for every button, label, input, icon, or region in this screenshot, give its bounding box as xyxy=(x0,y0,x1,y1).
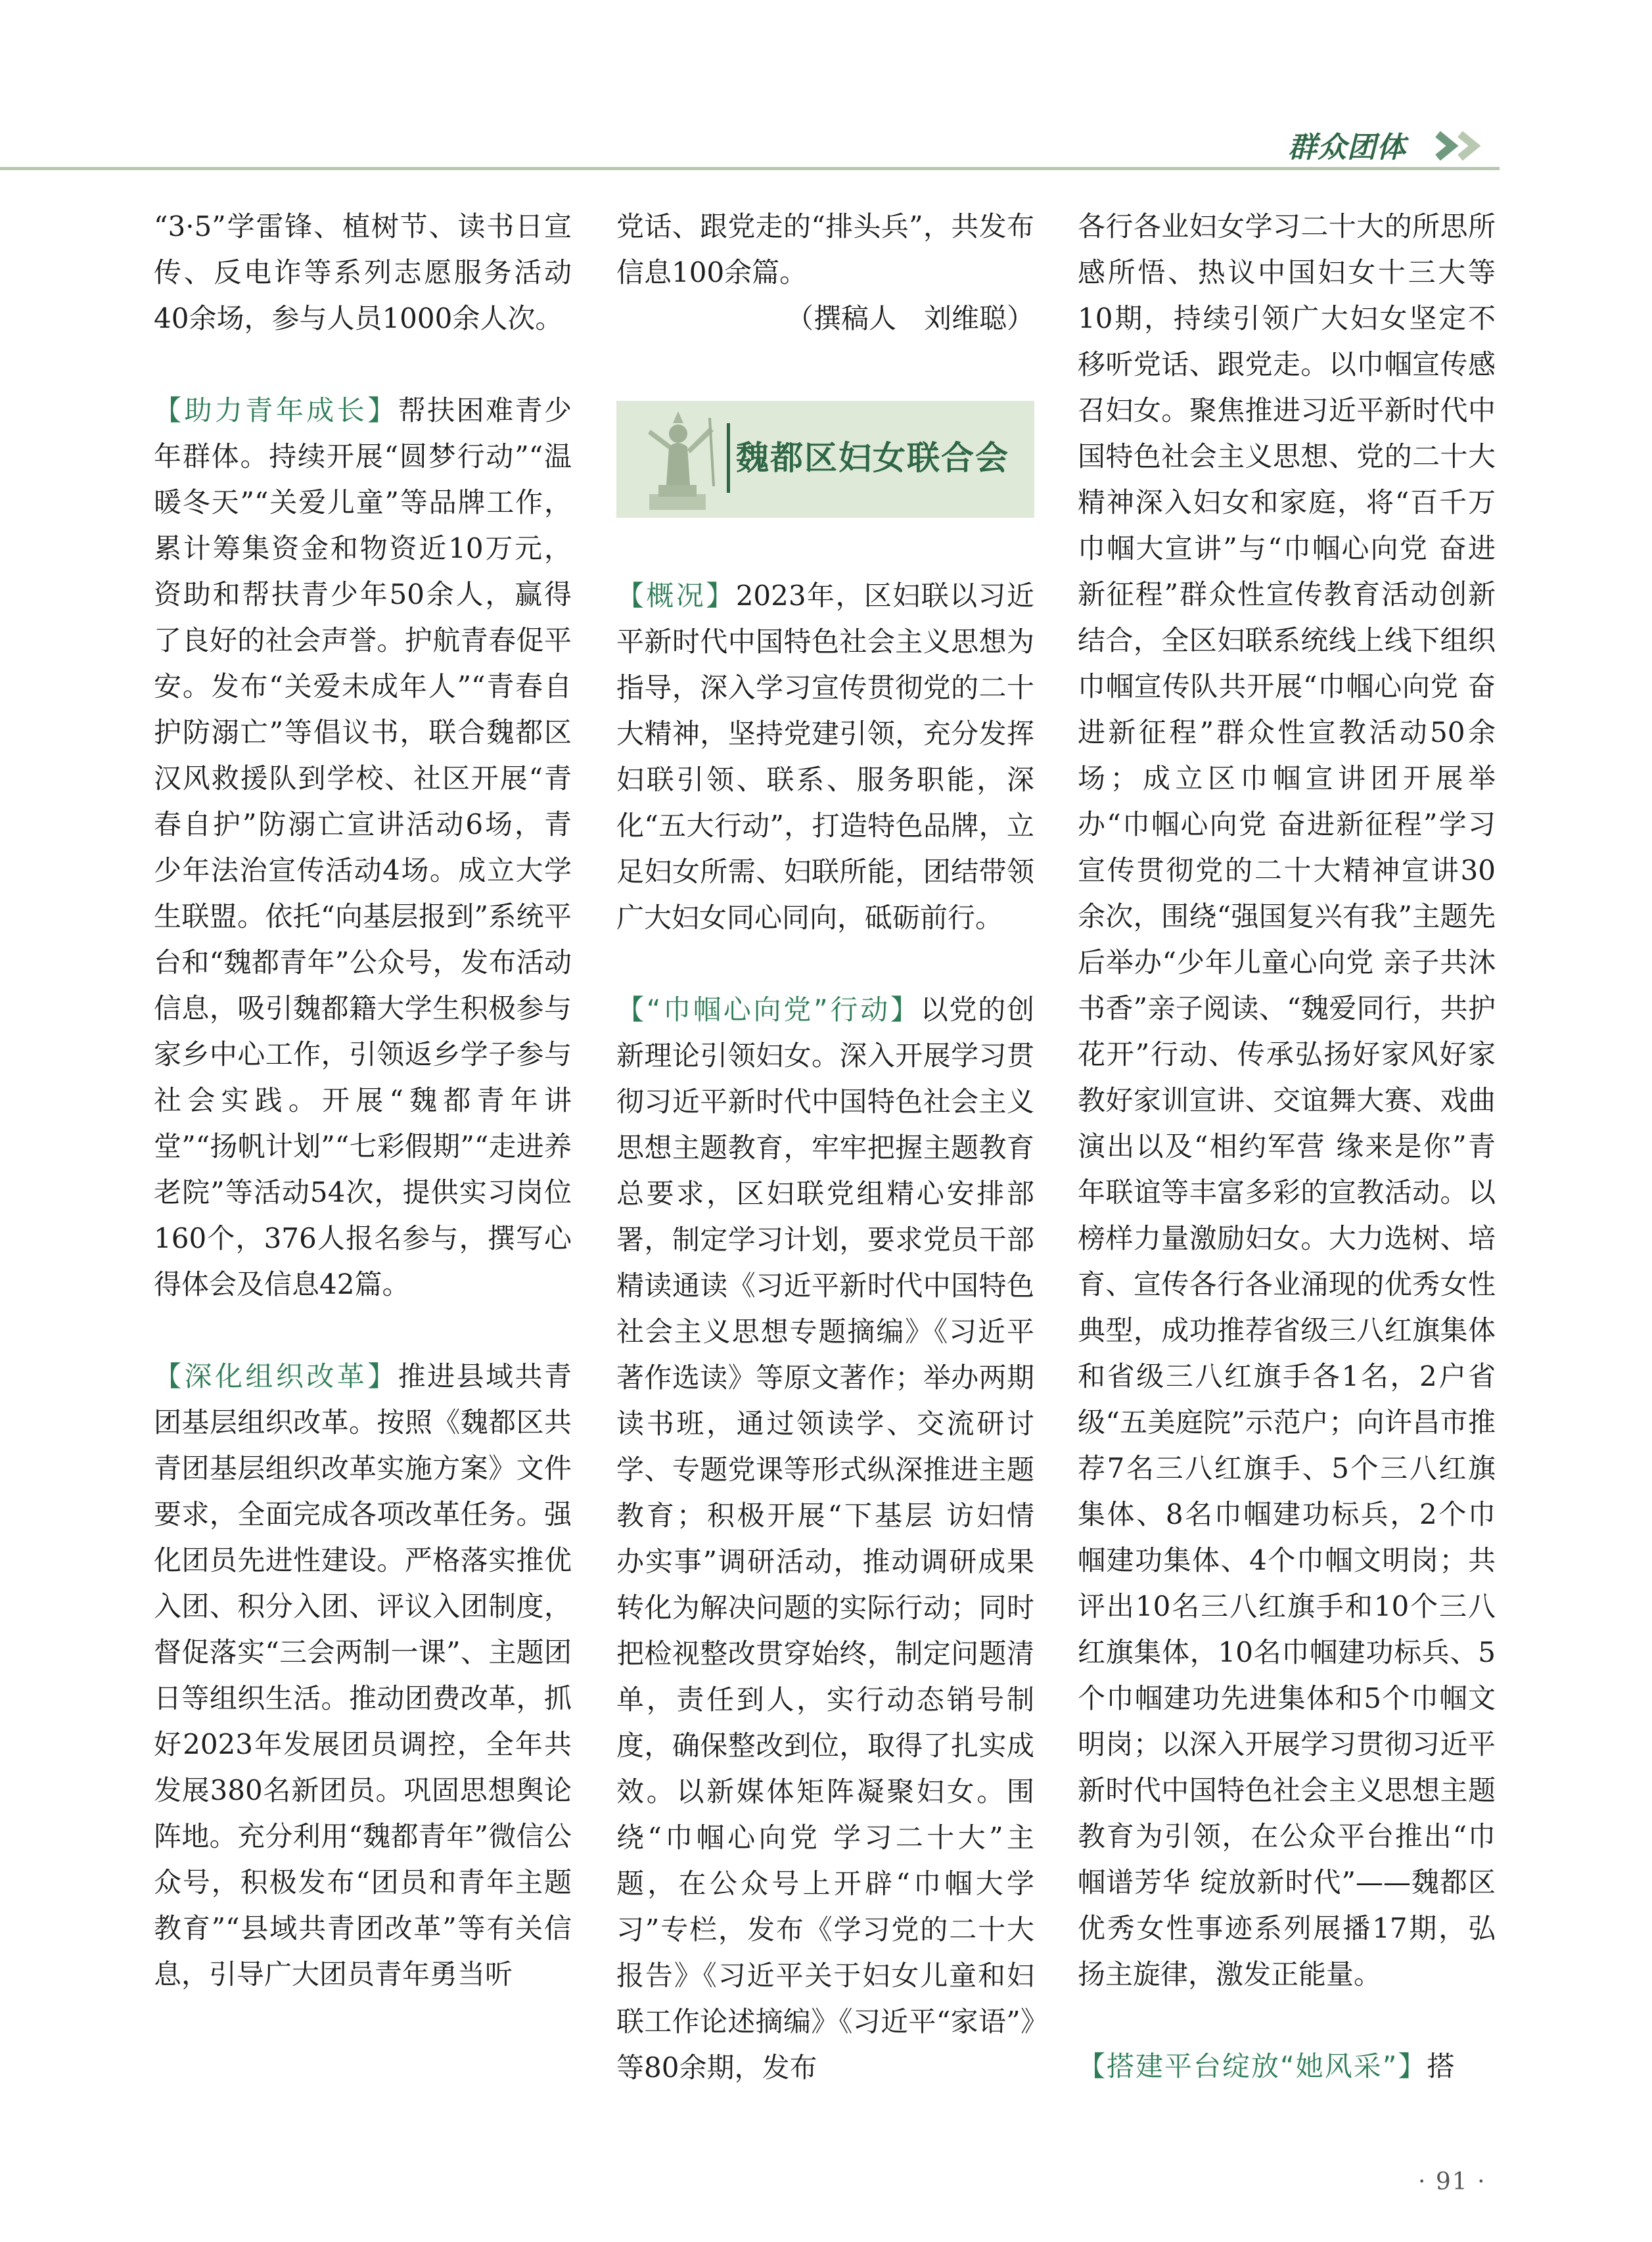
action-text: 以党的创新理论引领妇女。深入开展学习贯彻习近平新时代中国特色社会主义思想主题教育，牢牢把握主题教育总要求，区妇联党组精心安排部署，制定学习计划，要求党员干部精读通读《习近平新时代中国特色社会主义思想专题摘编》《习近平著作选读》等原文著作；举办两期读书班，通过领读学、交流研讨学、专题党课等形式纵深推进主题教育；积极开展“下基层 访妇情 办实事”调研活动，推动调研成果转化为解决问题的实际行动；同时把检视整改贯穿始终，制定问题清单，责任到人，实行动态销号制度，确保整改到位，取得了扎实成效。以新媒体矩阵凝聚妇女。围绕“巾帼心向党 学习二十大”主题，在公众号上开辟“巾帼大学习”专栏，发布《学习党的二十大报告》《习近平关于妇女儿童和妇联工作论述摘编》《习近平“家语”》等80余期，发布 xyxy=(616,994,1034,2084)
paragraph-overview xyxy=(616,573,1034,941)
section-banner xyxy=(616,401,1034,518)
page-number: · 91 · xyxy=(1418,2168,1486,2195)
column-1 xyxy=(154,204,572,1998)
paragraph-volunteer: “3·5”学雷锋、植树节、读书日宣传、反电诈等系列志愿服务活动40余场，参与人员1000余人次。 xyxy=(154,210,572,334)
paragraph-continued: 党话、跟党走的“排头兵”，共发布信息100余篇。 xyxy=(616,210,1034,288)
section-tag-org-reform: 【深化组织改革】 xyxy=(154,1360,398,1392)
paragraph-org-reform xyxy=(154,1354,572,1998)
section-tag-action: 【“巾帼心向党”行动】 xyxy=(616,994,921,1026)
header-rule xyxy=(0,167,1500,170)
paragraph-platform xyxy=(1078,2044,1496,2090)
org-reform-text: 推进县域共青团基层组织改革。按照《魏都区共青团基层组织改革实施方案》文件要求，全面完成各项改革任务。强化团员先进性建设。严格落实推优入团、积分入团、评议入团制度，督促落实“三会两制一课”、主题团日等组织生活。推动团费改革，抓好2023年发展团员调控，全年共发展380名新团员。巩固思想舆论阵地。充分利用“魏都青年”微信公众号，积极发布“团员和青年主题教育”“县域共青团改革”等有关信息，引导广大团员青年勇当听 xyxy=(154,1360,572,1990)
youth-growth-text: 帮扶困难青少年群体。持续开展“圆梦行动”“温暖冬天”“关爱儿童”等品牌工作，累计筹集资金和物资近10万元，资助和帮扶青少年50余人，赢得了良好的社会声誉。护航青春促平安。发布“关爱未成年人”“青春自护防溺亡”等倡议书，联合魏都区汉风救援队到学校、社区开展“青春自护”防溺亡宣讲活动6场，青少年法治宣传活动4场。成立大学生联盟。依托“向基层报到”系统平台和“魏都青年”公众号，发布活动信息，吸引魏都籍大学生积极参与家乡中心工作，引领返乡学子参与社会实践。开展“魏都青年讲堂”“扬帆计划”“七彩假期”“走进养老院”等活动54次，提供实习岗位160个，376人报名参与，撰写心得体会及信息42篇。 xyxy=(154,394,572,1300)
paragraph-women-study: 各行各业妇女学习二十大的所思所感所悟、热议中国妇女十三大等10期，持续引领广大妇女坚定不移听党话、跟党走。以巾帼宣传感召妇女。聚焦推进习近平新时代中国特色社会主义思想、党的二十大精神深入妇女和家庭，将“百千万巾帼大宣讲”与“巾帼心向党 奋进新征程”群众性宣传教育活动创新结合，全区妇联系统线上线下组织巾帼宣传队共开展“巾帼心向党 奋进新征程”群众性宣教活动50余场；成立区巾帼宣讲团开展举办“巾帼心向党 奋进新征程”学习宣传贯彻党的二十大精神宣讲30余次，围绕“强国复兴有我”主题先后举办“少年儿童心向党 亲子共沐书香”亲子阅读、“魏爱同行，共护花开”行动、传承弘扬好家风好家教好家训宣讲、交谊舞大赛、戏曲演出以及“相约军营 缘来是你”青年联谊等丰富多彩的宣教活动。以榜样力量激励妇女。大力选树、培育、宣传各行各业涌现的优秀女性典型，成功推荐省级三八红旗集体和省级三八红旗手各1名，2户省级“五美庭院”示范户；向许昌市推荐7名三八红旗手、5个三八红旗集体、8名巾帼建功标兵，2个巾帼建功集体、4个巾帼文明岗；共评出10名三八红旗手和10个三八红旗集体，10名巾帼建功标兵、5个巾帼建功先进集体和5个巾帼文明岗；以深入开展学习贯彻习近平新时代中国特色社会主义思想主题教育为引领，在公众平台推出“巾帼谱芳华 绽放新时代”——魏都区优秀女性事迹系列展播17期，弘扬主旋律，激发正能量。 xyxy=(1078,210,1496,1990)
overview-text: 2023年，区妇联以习近平新时代中国特色社会主义思想为指导，深入学习宣传贯彻党的二十大精神，坚持党建引领，充分发挥妇联引领、联系、服务职能，深化“五大行动”，打造特色品牌，立足妇女所需、妇联所能，团结带领广大妇女同心同向，砥砺前行。 xyxy=(616,580,1034,934)
banner-divider xyxy=(727,423,730,493)
section-tag-overview: 【概况】 xyxy=(616,580,736,612)
paragraph-youth-growth xyxy=(154,388,572,1308)
banner-title: 魏都区妇女联合会 xyxy=(736,438,1009,477)
author-credit: （撰稿人 刘维聪） xyxy=(785,302,1034,334)
section-tag-youth-growth: 【助力青年成长】 xyxy=(154,394,398,426)
section-tag-platform: 【搭建平台绽放“她风采”】 xyxy=(1078,2050,1427,2082)
statue-illustration-icon xyxy=(628,407,727,514)
column-3 xyxy=(1078,204,1496,2090)
paragraph-action xyxy=(616,987,1034,2091)
section-title: 群众团体 xyxy=(1288,131,1406,164)
platform-text: 搭 xyxy=(1427,2050,1455,2082)
column-2 xyxy=(616,204,1034,2091)
double-chevron-right-icon xyxy=(1434,130,1500,162)
